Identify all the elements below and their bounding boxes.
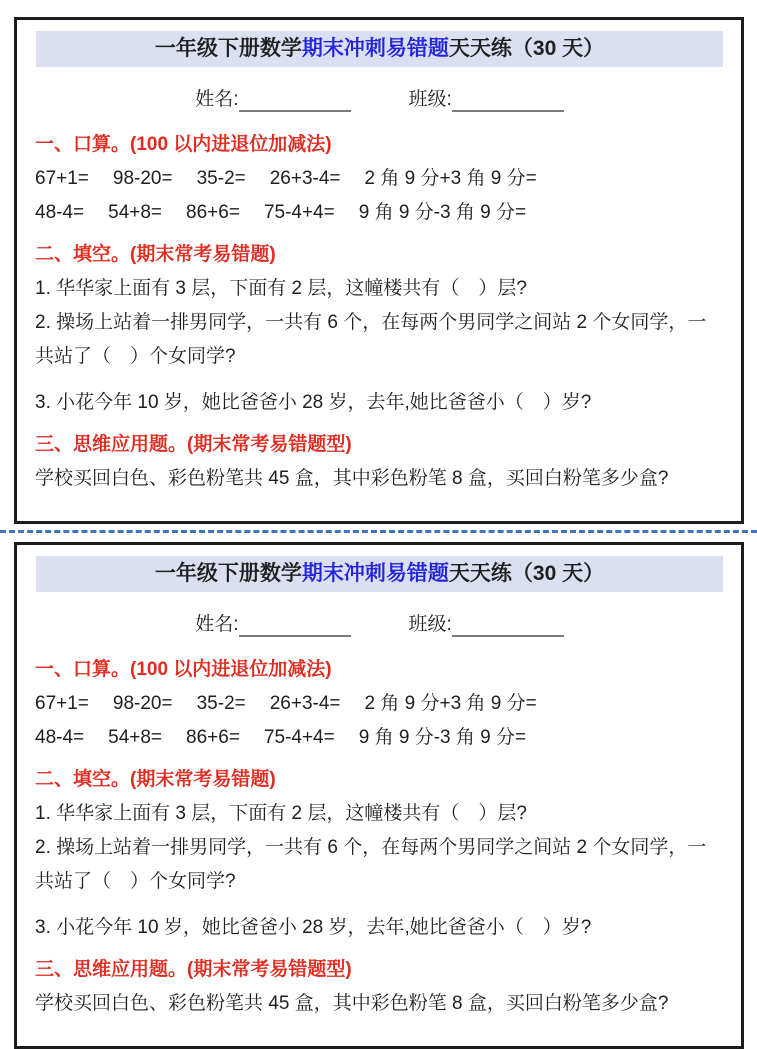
oral-problem: 48-4=: [35, 202, 85, 223]
oral-problem-row: [35, 196, 724, 230]
name-underline: [239, 615, 351, 637]
oral-problem: 86+6=: [186, 727, 240, 748]
oral-problem: 67+1=: [35, 693, 89, 714]
title-highlight: 期末冲刺易错题: [301, 562, 449, 585]
oral-problem: 2 角 9 分+3 角 9 分=: [364, 168, 537, 189]
oral-problem: 98-20=: [112, 693, 173, 714]
worksheet-card: [14, 542, 744, 1049]
title-part2: 天天练（30 天）: [448, 37, 605, 60]
application-text: 学校买回白色、彩色粉笔共 45 盒，其中彩色粉笔 8 盒，买回白粉笔多少盒?: [35, 993, 669, 1014]
worksheet-title: [36, 556, 723, 592]
oral-problem: 54+8=: [108, 202, 163, 223]
class-label: 班级:: [408, 89, 452, 110]
oral-problem: 9 角 9 分-3 角 9 分=: [358, 727, 527, 748]
oral-problem: 54+8=: [108, 727, 163, 748]
worksheet-card: [14, 17, 744, 524]
class-field: [409, 88, 564, 112]
class-underline: [452, 90, 564, 112]
oral-problem: 98-20=: [112, 168, 173, 189]
class-label: 班级:: [408, 614, 452, 635]
title-highlight: 期末冲刺易错题: [301, 37, 449, 60]
class-underline: [452, 615, 564, 637]
section-oral-heading: 一、口算。(100 以内进退位加减法): [35, 659, 332, 680]
title-part2: 天天练（30 天）: [448, 562, 605, 585]
name-field: [195, 613, 350, 637]
name-label: 姓名:: [195, 89, 239, 110]
name-label: 姓名:: [195, 614, 239, 635]
section-application-heading: 三、思维应用题。(期末常考易错题型): [35, 959, 352, 980]
oral-problem: 35-2=: [196, 693, 246, 714]
oral-problem: 48-4=: [35, 727, 85, 748]
fill-question: 1. 华华家上面有 3 层，下面有 2 层，这幢楼共有（ ）层?: [35, 803, 527, 824]
section-oral-heading: 一、口算。(100 以内进退位加减法): [35, 134, 332, 155]
oral-problem: 9 角 9 分-3 角 9 分=: [358, 202, 527, 223]
fill-question: 2. 操场上站着一排男同学，一共有 6 个，在每两个男同学之间站 2 个女同学，一共站了（ ）个女同学?: [35, 312, 707, 367]
fill-question: 1. 华华家上面有 3 层，下面有 2 层，这幢楼共有（ ）层?: [35, 278, 527, 299]
fill-question: 2. 操场上站着一排男同学，一共有 6 个，在每两个男同学之间站 2 个女同学，一共站了（ ）个女同学?: [35, 837, 707, 892]
name-underline: [239, 90, 351, 112]
section-fill-heading: 二、填空。(期末常考易错题): [35, 769, 276, 790]
title-part1: 一年级下册数学: [154, 562, 302, 585]
oral-problem: 86+6=: [186, 202, 240, 223]
application-text: 学校买回白色、彩色粉笔共 45 盒，其中彩色粉笔 8 盒，买回白粉笔多少盒?: [35, 468, 669, 489]
section-application-heading: 三、思维应用题。(期末常考易错题型): [35, 434, 352, 455]
name-class-row: [35, 613, 724, 637]
fill-question: 3. 小花今年 10 岁，她比爸爸小 28 岁，去年,她比爸爸小（ ）岁?: [35, 392, 592, 413]
oral-problem: 75-4+4=: [263, 202, 335, 223]
oral-problem: 75-4+4=: [263, 727, 335, 748]
name-field: [195, 88, 350, 112]
section-fill-heading: 二、填空。(期末常考易错题): [35, 244, 276, 265]
oral-problem: 26+3-4=: [269, 168, 341, 189]
oral-problem: 35-2=: [196, 168, 246, 189]
worksheet-title: [36, 31, 723, 67]
title-part1: 一年级下册数学: [154, 37, 302, 60]
fill-question: 3. 小花今年 10 岁，她比爸爸小 28 岁，去年,她比爸爸小（ ）岁?: [35, 917, 592, 938]
worksheet-page: [0, 17, 757, 1014]
oral-problem: 26+3-4=: [269, 693, 341, 714]
oral-problem: 2 角 9 分+3 角 9 分=: [364, 693, 537, 714]
oral-problem-row: [35, 162, 724, 196]
oral-problem: 67+1=: [35, 168, 89, 189]
page-separator-dashed-line: [0, 530, 757, 533]
oral-problem-row: [35, 721, 724, 755]
name-class-row: [35, 88, 724, 112]
class-field: [409, 613, 564, 637]
oral-problem-row: [35, 687, 724, 721]
